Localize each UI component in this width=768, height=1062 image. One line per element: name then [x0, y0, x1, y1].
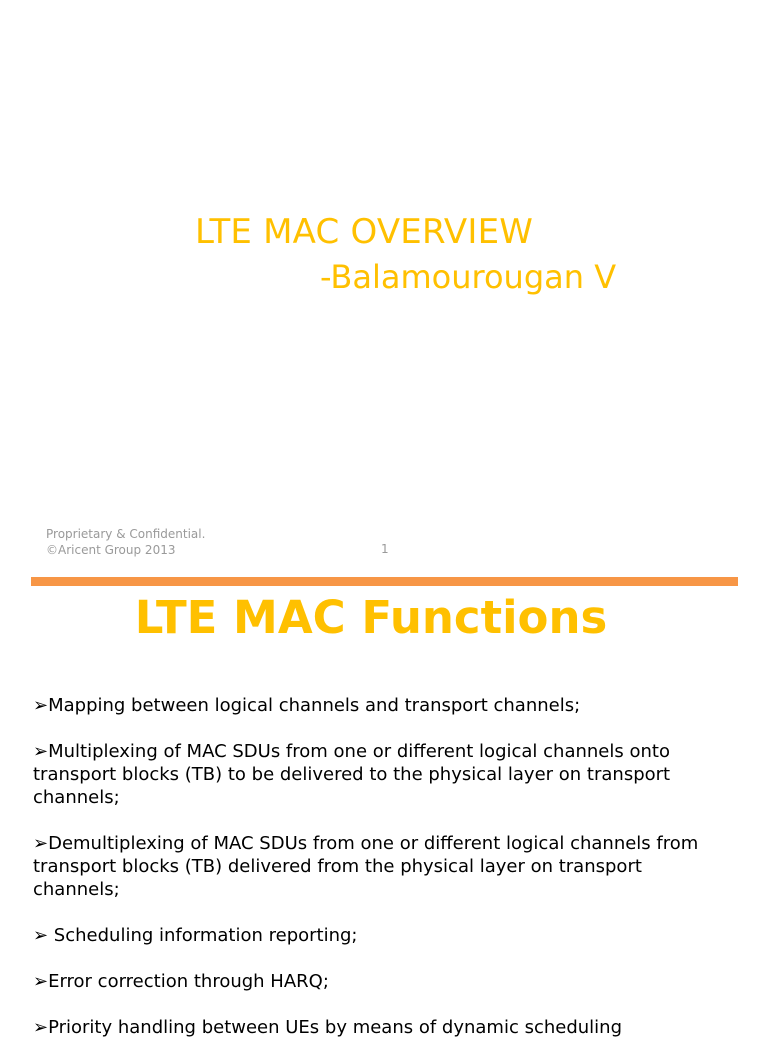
- functions-list: [33, 694, 733, 1062]
- list-item: ➢Demultiplexing of MAC SDUs from one or different logical channels from transport blocks (TB) delivered from the physical layer on transport channels;: [33, 833, 699, 900]
- slide-1-title: LTE MAC OVERVIEW: [195, 212, 534, 252]
- slide-divider: [31, 577, 738, 586]
- page-number: 1: [381, 542, 389, 556]
- list-item: ➢Mapping between logical channels and transport channels;: [33, 695, 581, 716]
- slide-1-subtitle: -Balamourougan V: [320, 258, 617, 296]
- list-item: ➢Priority handling between UEs by means of dynamic scheduling: [33, 1017, 623, 1038]
- list-item: ➢ Scheduling information reporting;: [33, 925, 358, 946]
- confidentiality-footer: Proprietary & Confidential. ©Aricent Group 2013: [46, 527, 206, 557]
- list-item: ➢Multiplexing of MAC SDUs from one or different logical channels onto transport blocks (TB) to be delivered to the physical layer on transport channels;: [33, 741, 671, 808]
- list-item: ➢Error correction through HARQ;: [33, 971, 329, 992]
- slide-2-title: LTE MAC Functions: [134, 591, 608, 644]
